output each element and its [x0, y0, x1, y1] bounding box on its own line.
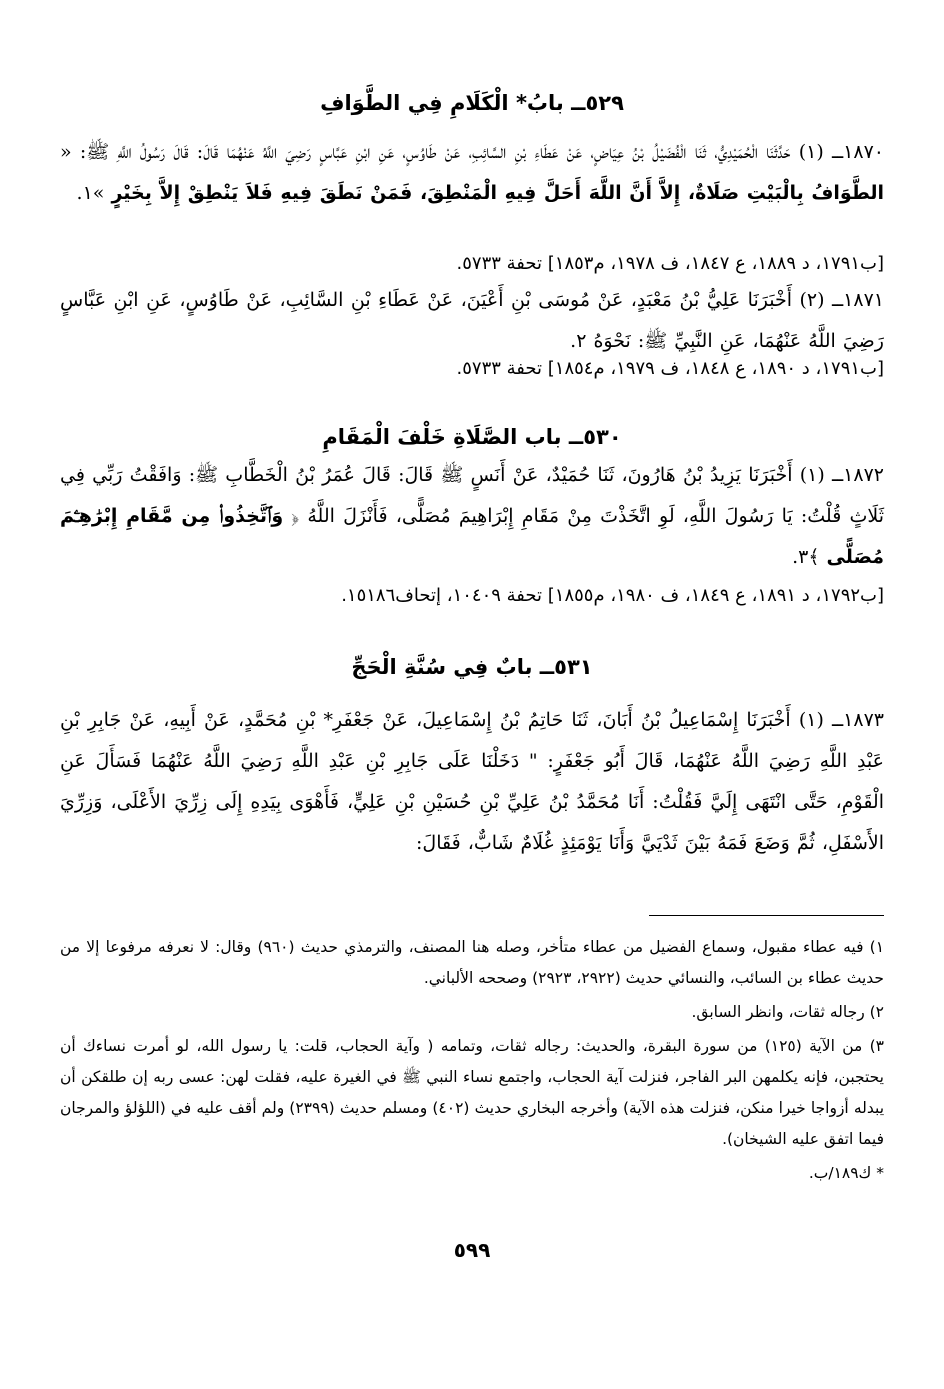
footnote-2: ٢) رجاله ثقات، وانظر السابق. [691, 1003, 884, 1021]
footnote-separator [649, 915, 884, 916]
hadith-1870-text: ١٨٧٠ــ (١) حَدَّثَنَا الْحُمَيْدِيُّ، ثَنَا الْفُضَيْلُ بْنُ عِيَاضٍ، عَنْ عَطَاءِ بْنِ السَّائِبِ، عَنْ طَاوُسٍ، عَنِ ابْنِ عَبَّاسٍ رَضِيَ اللَّهُ عَنْهُمَا قَالَ: قَالَ رَسُولُ اللَّهِ ﷺ: « [60, 141, 884, 163]
hadith-1870-end: »١. [76, 182, 105, 204]
section-heading-530: ٥٣٠ــ باب الصَّلَاةِ خَلْفَ الْمَقَامِ [322, 425, 622, 449]
hadith-1872 [60, 455, 884, 578]
hadith-1872-end: ﴾٣. [792, 546, 820, 568]
hadith-1870 [60, 132, 884, 214]
section-heading-531: ٥٣١ــ بابٌ فِي سُنَّةِ الْحَجِّ [351, 655, 593, 679]
hadith-1873 [60, 700, 884, 864]
hadith-1873-text: ١٨٧٣ــ (١) أَخْبَرَنَا إِسْمَاعِيلُ بْنُ أَبَانَ، ثَنَا حَاتِمُ بْنُ إِسْمَاعِيلَ، عَنْ جَعْفَرِ* بْنِ مُحَمَّدٍ، عَنْ أَبِيهِ، عَنْ جَابِرِ بْنِ عَبْدِ اللَّهِ رَضِيَ اللَّهُ عَنْهُمَا، قَالَ أَبُو جَعْفَرٍ: " دَخَلْنَا عَلَى جَابِرِ بْنِ عَبْدِ اللَّهِ رَضِيَ اللَّهُ عَنْهُمَا فَسَأَلَ عَنِ الْقَوْمِ، حَتَّى انْتَهَى إِلَيَّ فَقُلْتُ: أَنَا مُحَمَّدُ بْنُ عَلِيِّ بْنِ حُسَيْنِ بْنِ عَلِيٍّ، فَأَهْوَى بِيَدِهِ إِلَى زِرِّيَ الأَعْلَى، وَزِرِّيَ الأَسْفَلِ، ثُمَّ وَضَعَ فَمَهُ بَيْنَ ثَدْيَيَّ وَأَنَا يَوْمَئِذٍ غُلَامٌ شَابٌّ، فَقَالَ: [60, 709, 884, 854]
hadith-1872-text: ١٨٧٢ــ (١) أَخْبَرَنَا يَزِيدُ بْنُ هَارُونَ، ثَنَا حُمَيْدٌ، عَنْ أَنَسٍ ﷺ قَالَ: قَالَ عُمَرُ بْنُ الْخَطَّابِ ﷺ: وَافَقْتُ رَبِّي فِي ثَلَاثٍ قُلْتُ: يَا رَسُولَ اللَّهِ، لَوِ اتَّخَذْتَ مِنْ مَقَامِ إِبْرَاهِيمَ مُصَلًّى، فَأَنْزَلَ اللَّهُ ﴿ [60, 464, 884, 527]
footnote-3: ٣) من الآية (١٢٥) من سورة البقرة، والحديث: رجاله ثقات، وتمامه ( وآية الحجاب، قلت: يا رسول الله، لو أمرت نساءك أن يحتجبن، فإنه يكلمهن البر الفاجر، فنزلت آية الحجاب، واجتمع نساء النبي ﷺ في الغيرة عليه، فقلت لهن: عسى ربه إن طلقكن أن يبدله أزواجا خيرا منكن، فنزلت هذه الآية) وأخرجه البخاري حديث (٤٠٢) ومسلم حديث (٢٣٩٩) ولم أقف عليه في (اللؤلؤ والمرجان فيما اتفق عليه الشيخان). [60, 1037, 885, 1148]
hadith-1871-text: ١٨٧١ــ (٢) أَخْبَرَنَا عَلِيُّ بْنُ مَعْبَدٍ، عَنْ مُوسَى بْنِ أَعْيَنَ، عَنْ عَطَاءِ بْنِ السَّائِبِ، عَنْ طَاوُسٍ، عَنِ ابْنِ عَبَّاسٍ رَضِيَ اللَّهُ عَنْهُمَا، عَنِ النَّبِيِّ ﷺ: نَحْوَهُ ٢. [60, 289, 884, 352]
book-page [60, 0, 884, 1389]
section-heading-529: ٥٢٩ــ بابُ* الْكَلَامِ فِي الطَّوَافِ [320, 91, 624, 115]
hadith-1870-matn: الطَّوَافُ بِالْبَيْتِ صَلَاةٌ، إِلاَّ أَنَّ اللَّهَ أَحَلَّ فِيهِ الْمَنْطِقَ، فَمَنْ نَطَقَ فِيهِ فَلاَ يَنْطِقْ إِلاَّ بِخَيْرٍ [111, 182, 884, 204]
hadith-1871 [60, 280, 884, 362]
footnotes [60, 932, 884, 1192]
hadith-1872-references: [ب١٧٩٢، د ١٨٩١، ع ١٨٤٩، ف ١٩٨٠، م١٨٥٥] تحفة ١٠٤٠٩، إتحاف١٥١٨٦. [341, 585, 884, 606]
hadith-1871-references: [ب١٧٩١، د ١٨٩٠، ع ١٨٤٨، ف ١٩٧٩، م١٨٥٤] تحفة ٥٧٣٣. [456, 358, 884, 379]
page-number: ٥٩٩ [453, 1238, 491, 1262]
footnote-1: ١) فيه عطاء مقبول، وسماع الفضيل من عطاء متأخر، وصله هنا المصنف، والترمذي حديث (٩٦٠) وقال: لا نعرفه مرفوعا إلا من حديث عطاء بن السائب، والنسائي حديث (٢٩٢٢، ٢٩٢٣) وصححه الألباني. [60, 938, 885, 987]
footnote-manuscript-ref: * ك١٨٩/ب. [808, 1164, 884, 1182]
quran-verse: وَٱتَّخِذُوا۟ مِن مَّقَامِ إِبْرَٰهِـۧمَ مُصَلًّى [60, 505, 884, 568]
hadith-1870-references: [ب١٧٩١، د ١٨٨٩، ع ١٨٤٧، ف ١٩٧٨، م١٨٥٣] تحفة ٥٧٣٣. [456, 253, 884, 274]
